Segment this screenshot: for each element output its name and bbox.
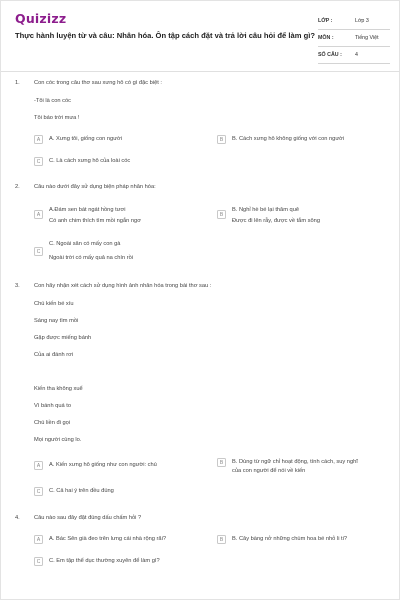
- meta-key: MÔN :: [318, 35, 334, 41]
- option-text: A. Bác Sên già đeo trên lưng cái nhà rộng rãi?: [49, 536, 166, 542]
- option-line-1: B. Nghỉ hè bé lại thăm quê: [232, 207, 300, 213]
- option-c[interactable]: [34, 240, 133, 263]
- option-text: A. Xưng tôi, giống con người: [49, 136, 123, 142]
- option-letter-box: B: [217, 210, 226, 219]
- option-line-2: Ngoài trời có mấy quả na chín rồi: [49, 254, 134, 261]
- question-text: Con hãy nhận xét cách sử dụng hình ảnh nhân hóa trong bài thơ sau :: [34, 283, 212, 289]
- question-number: 1.: [15, 80, 20, 86]
- option-text: A. Kiến xưng hô giống như con người: chú: [49, 462, 157, 468]
- option-letter-box: A: [34, 135, 43, 144]
- option-b[interactable]: [217, 135, 344, 144]
- poem-line: Kiến tha không xuể: [34, 386, 83, 392]
- poem-line: Vì bánh quá to: [34, 403, 71, 409]
- option-text: [49, 206, 141, 226]
- option-a[interactable]: [34, 206, 141, 226]
- meta-key: LỚP :: [318, 18, 333, 24]
- question-line: Tôi báo trời mưa !: [34, 115, 80, 121]
- meta-value: Tiếng Việt: [355, 35, 379, 41]
- poem-line: Của ai đánh rơi: [34, 352, 74, 358]
- meta-table: [318, 13, 390, 64]
- question-text: Con cóc trong câu thơ sau xưng hô có gì đặc biệt :: [34, 80, 162, 86]
- option-letter-box: B: [217, 458, 226, 467]
- question-text: Câu nào sau đây đặt đúng dấu chấm hỏi ?: [34, 515, 142, 521]
- option-text: C. Cả hai ý trên đều đúng: [49, 488, 114, 494]
- meta-value: Lớp 3: [355, 18, 369, 24]
- meta-row-count: [318, 47, 390, 64]
- option-b[interactable]: [217, 535, 347, 544]
- option-text: B. Cây bàng nở những chùm hoa bé nhỏ li ti?: [232, 536, 348, 542]
- option-text: [49, 240, 133, 263]
- question-line: -Tôi là con cóc: [34, 98, 71, 104]
- option-letter-box: B: [217, 135, 226, 144]
- option-b[interactable]: [217, 458, 358, 476]
- option-text: B. Cách xưng hô không giống với con người: [232, 136, 345, 142]
- option-letter-box: A: [34, 210, 43, 219]
- poem-line: Chú liền đi gọi: [34, 420, 71, 426]
- option-text: [232, 206, 320, 226]
- option-a[interactable]: [34, 135, 122, 144]
- meta-row-grade: [318, 13, 390, 30]
- option-line-1: B. Dùng từ ngữ chỉ hoạt động, tính cách, suy nghĩ: [232, 459, 358, 465]
- option-c[interactable]: [34, 487, 114, 496]
- option-line-1: C. Ngoài sân có mấy con gà: [49, 241, 121, 247]
- option-letter-box: C: [34, 247, 43, 256]
- meta-value: 4: [355, 52, 358, 58]
- option-letter-box: A: [34, 535, 43, 544]
- option-text: C. Em tập thể dục thường xuyên để làm gì?: [49, 558, 160, 564]
- meta-row-subject: [318, 30, 390, 47]
- option-letter-box: C: [34, 157, 43, 166]
- option-line-2: Có anh chim thích tìm mồi ngắn ngơ: [49, 217, 141, 224]
- option-letter-box: B: [217, 535, 226, 544]
- option-text: C. Là cách xưng hô của loài cóc: [49, 158, 131, 164]
- option-c[interactable]: [34, 157, 130, 166]
- option-a[interactable]: [34, 535, 166, 544]
- header-divider: [1, 71, 400, 72]
- option-letter-box: C: [34, 487, 43, 496]
- meta-key: SỐ CÂU :: [318, 52, 342, 58]
- option-letter-box: C: [34, 557, 43, 566]
- option-line-1: A.Đám sen bát ngát hồng tươi: [49, 207, 126, 213]
- question-number: 3.: [15, 283, 20, 289]
- option-c[interactable]: [34, 557, 160, 566]
- poem-line: Mọi người cùng lo.: [34, 437, 82, 443]
- poem-line: Chú kiến bé xíu: [34, 301, 74, 307]
- worksheet-title: Thực hành luyện từ và câu: Nhân hóa. Ôn tập cách đặt và trả lời câu hỏi để làm gì?: [15, 31, 315, 40]
- option-line-2: Được đi lên rẫy, được về tắm sông: [232, 217, 320, 224]
- poem-line: Gặp được miếng bánh: [34, 335, 92, 341]
- poem-line: Sáng nay tìm mồi: [34, 318, 79, 324]
- option-b[interactable]: [217, 206, 320, 226]
- question-number: 2.: [15, 184, 20, 190]
- question-number: 4.: [15, 515, 20, 521]
- option-letter-box: A: [34, 461, 43, 470]
- option-a[interactable]: [34, 461, 157, 470]
- quizizz-logo: Quizizz: [15, 11, 67, 26]
- option-text: [232, 458, 358, 476]
- option-line-2: của con người để nói về kiến: [232, 467, 306, 474]
- question-text: Câu nào dưới đây sử dụng biện pháp nhân hóa:: [34, 184, 156, 190]
